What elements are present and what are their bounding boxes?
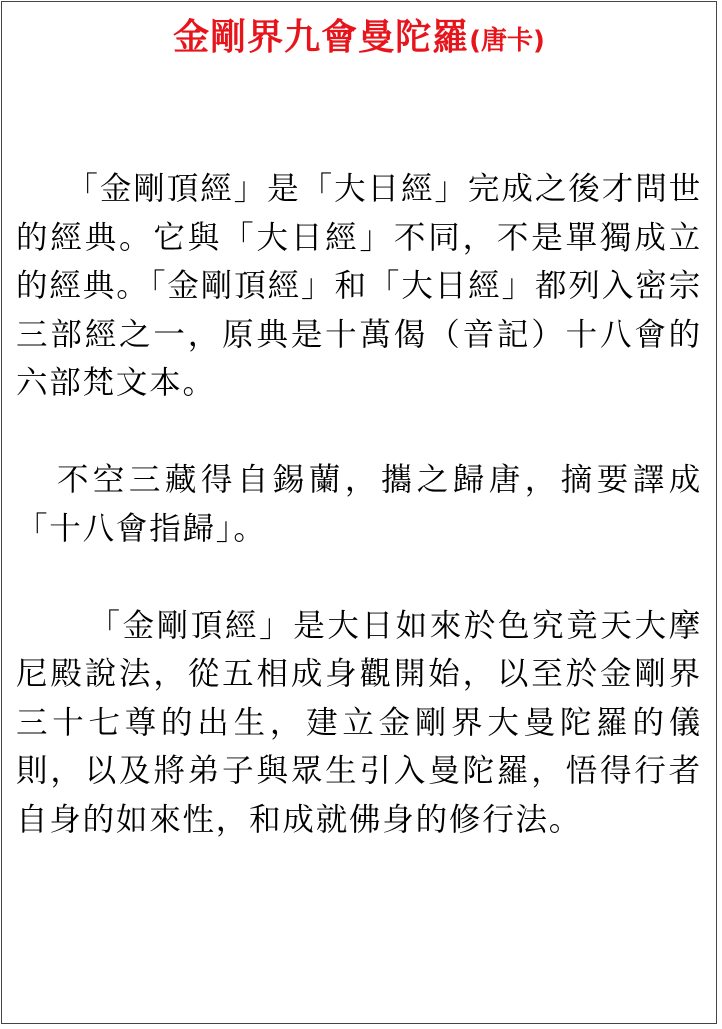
paragraph-3: 「金剛頂經」是大日如來於色究竟天大摩尼殿說法，從五相成身觀開始，以至於金剛界三十七尊的出生，建立金剛界大曼陀羅的儀則，以及將弟子與眾生引入曼陀羅，悟得行者自身的如來性，和成就佛身的修行法。 (16, 607, 702, 838)
title-main: 金剛界九會曼陀羅 (173, 17, 470, 58)
paragraph-1: 「金剛頂經」是「大日經」完成之後才問世的經典。它與「大日經」不同，不是單獨成立的經典。「金剛頂經」和「大日經」都列入密宗三部經之一，原典是十萬偈（音記）十八會的六部梵文本。 (16, 171, 702, 401)
paragraph-2: 不空三藏得自錫蘭，攜之歸唐，摘要譯成「十八會指歸」。 (16, 462, 702, 547)
title-subtitle: (唐卡) (469, 26, 545, 56)
page-title (2, 17, 716, 58)
document-page (1, 1, 717, 1024)
document-body (16, 165, 702, 844)
